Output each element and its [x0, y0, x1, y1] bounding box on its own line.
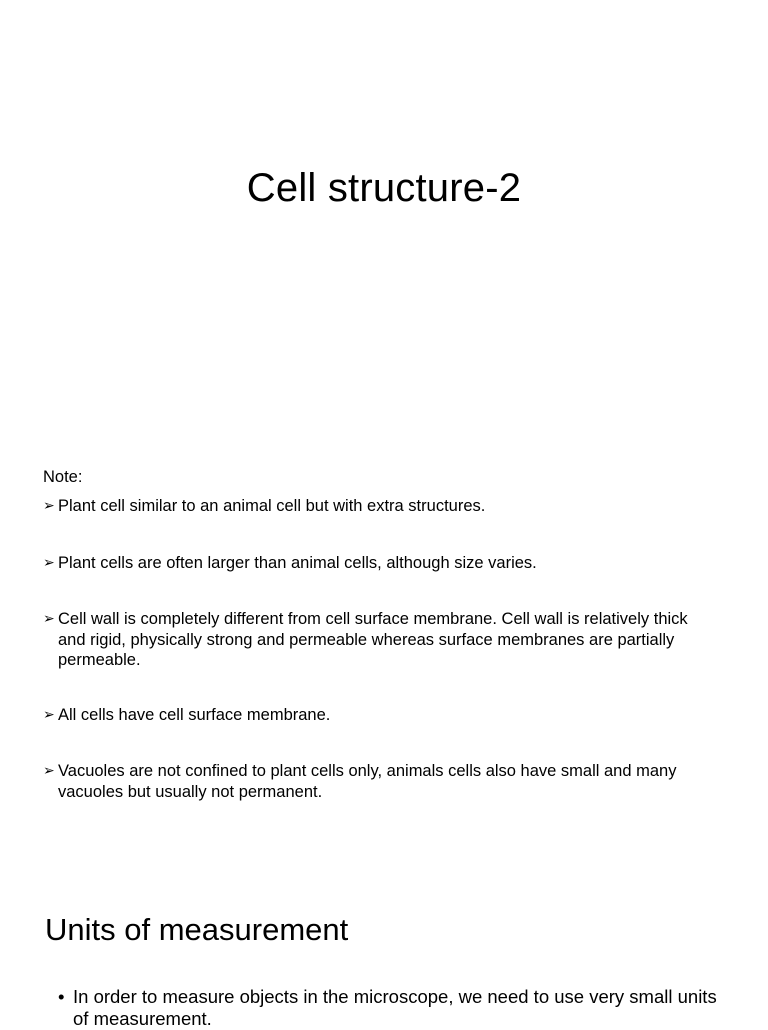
units-slide [0, 864, 768, 1029]
arrow-bullet-icon: ➢ [43, 497, 55, 513]
note-bullet-1 [43, 495, 718, 517]
arrow-bullet-icon: ➢ [43, 554, 55, 570]
note-bullet-text: Vacuoles are not confined to plant cells only, animals cells also have small and many vacuoles but usually not permanent. [58, 762, 677, 801]
notes-slide [0, 432, 768, 864]
section-heading: Units of measurement [45, 912, 349, 947]
arrow-bullet-icon: ➢ [43, 762, 55, 778]
note-bullet-text: Plant cells are often larger than animal cells, although size varies. [58, 554, 537, 572]
arrow-bullet-icon: ➢ [43, 610, 55, 626]
note-label: Note: [43, 468, 83, 486]
dot-bullet-icon: • [58, 986, 65, 1007]
note-bullet-3 [43, 608, 718, 671]
title-slide [0, 0, 768, 432]
units-bullet-text: In order to measure objects in the microscope, we need to use very small units of measurement. [73, 986, 717, 1029]
note-bullet-text: Plant cell similar to an animal cell but with extra structures. [58, 497, 486, 515]
note-bullet-4 [43, 704, 718, 726]
note-bullet-2 [43, 552, 718, 574]
note-bullet-text: Cell wall is completely different from cell surface membrane. Cell wall is relatively thick and rigid, physically strong and permeable whereas surface membranes are partially permeable. [58, 610, 688, 669]
arrow-bullet-icon: ➢ [43, 706, 55, 722]
slide-title: Cell structure-2 [246, 166, 522, 210]
note-bullet-text: All cells have cell surface membrane. [58, 706, 331, 724]
units-bullet-1 [58, 986, 733, 1030]
note-bullet-5 [43, 760, 718, 802]
